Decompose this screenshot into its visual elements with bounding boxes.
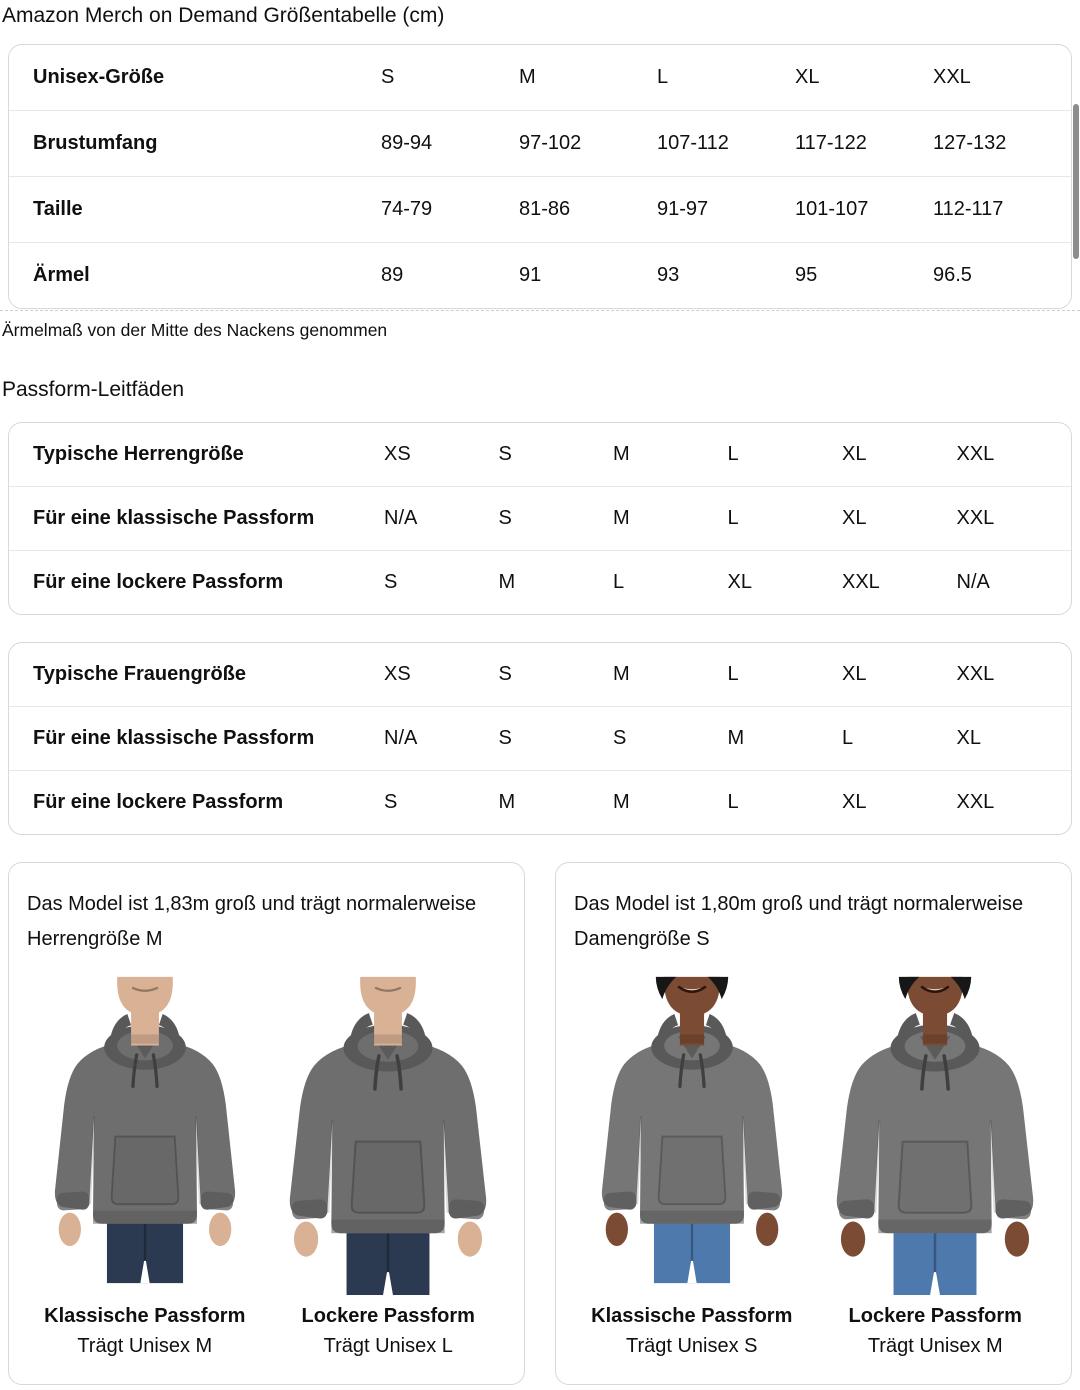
size-cell: M xyxy=(613,443,630,465)
model-photo xyxy=(819,965,1051,1295)
model-cards xyxy=(8,862,1072,1385)
size-cell: XL xyxy=(842,791,867,813)
table-row xyxy=(9,242,1071,308)
size-cell: 95 xyxy=(795,264,818,286)
size-cell: N/A xyxy=(384,727,418,749)
size-cell: 91 xyxy=(519,264,542,286)
row-label: Taille xyxy=(33,198,83,220)
size-cell: XXL xyxy=(956,663,995,685)
size-cell: 117-122 xyxy=(795,132,867,154)
size-cell: M xyxy=(613,791,630,813)
womens-fit-table xyxy=(8,642,1072,835)
size-cell: 93 xyxy=(657,264,680,286)
row-label: Typische Frauengröße xyxy=(33,663,247,685)
table-row xyxy=(9,110,1071,176)
size-cell: 81-86 xyxy=(519,198,571,220)
model-description: Das Model ist 1,80m groß und trägt normalerweise Damengröße S xyxy=(574,893,1024,950)
model-figure xyxy=(570,965,814,1358)
womens-model-card xyxy=(555,862,1072,1385)
size-cell: M xyxy=(498,571,516,593)
size-cell: XXL xyxy=(933,66,971,88)
size-cell: XXL xyxy=(842,571,880,593)
row-label: Für eine klassische Passform xyxy=(33,507,315,529)
table-row xyxy=(9,423,1071,486)
size-cell: 89-94 xyxy=(381,132,433,154)
size-cell: 97-102 xyxy=(519,132,582,154)
size-cell: 112-117 xyxy=(933,198,1004,220)
size-cell: S xyxy=(498,443,512,465)
size-cell: N/A xyxy=(384,507,418,529)
row-label: Ärmel xyxy=(33,264,90,286)
size-cell: M xyxy=(613,507,630,529)
size-cell: XS xyxy=(384,443,411,465)
vertical-scrollbar-thumb[interactable] xyxy=(1073,104,1079,259)
size-cell: S xyxy=(498,727,512,749)
mens-fit-table xyxy=(8,422,1072,615)
size-cell: 74-79 xyxy=(381,198,433,220)
row-label: Typische Herrengröße xyxy=(33,443,244,465)
row-label: Unisex-Größe xyxy=(33,66,165,88)
table-row xyxy=(9,550,1071,614)
model-photo xyxy=(272,965,504,1295)
size-cell: 91-97 xyxy=(657,198,709,220)
size-cell: L xyxy=(727,791,739,813)
table-row xyxy=(9,486,1071,550)
size-cell: S xyxy=(498,507,512,529)
size-cell: S xyxy=(381,66,395,88)
fit-label: Klassische Passform xyxy=(591,1305,793,1327)
size-cell: 96.5 xyxy=(933,264,972,286)
model-description: Das Model ist 1,83m groß und trägt normalerweise Herrengröße M xyxy=(27,893,477,950)
size-cell: S xyxy=(613,727,627,749)
size-cell: L xyxy=(657,66,669,88)
size-cell: M xyxy=(519,66,536,88)
unisex-size-table xyxy=(8,44,1072,309)
model-photo xyxy=(29,965,261,1295)
size-cell: L xyxy=(613,571,625,593)
size-cell: 89 xyxy=(381,264,404,286)
size-cell: S xyxy=(384,791,398,813)
table-row xyxy=(9,45,1071,110)
size-cell: XL xyxy=(842,443,867,465)
size-cell: S xyxy=(498,663,512,685)
table-row xyxy=(9,770,1071,834)
size-label: Trägt Unisex M xyxy=(77,1335,213,1357)
size-cell: M xyxy=(613,663,630,685)
fit-label: Lockere Passform xyxy=(301,1305,475,1327)
size-cell: L xyxy=(727,443,739,465)
size-label: Trägt Unisex L xyxy=(323,1335,453,1357)
size-cell: XS xyxy=(384,663,411,685)
fit-guides-heading: Passform-Leitfäden xyxy=(2,378,185,401)
size-cell: XL xyxy=(727,571,752,593)
size-label: Trägt Unisex M xyxy=(867,1335,1003,1357)
size-cell: L xyxy=(842,727,854,749)
size-cell: XL xyxy=(795,66,820,88)
size-cell: XL xyxy=(956,727,981,749)
size-cell: L xyxy=(727,663,739,685)
size-cell: M xyxy=(498,791,516,813)
page-title: Amazon Merch on Demand Größentabelle (cm) xyxy=(2,4,445,27)
fit-label: Klassische Passform xyxy=(44,1305,246,1327)
size-label: Trägt Unisex S xyxy=(625,1335,758,1357)
sleeve-measurement-note: Ärmelmaß von der Mitte des Nackens genommen xyxy=(2,320,388,340)
divider xyxy=(0,310,1080,311)
row-label: Für eine lockere Passform xyxy=(33,791,284,813)
size-cell: XL xyxy=(842,663,867,685)
size-cell: 107-112 xyxy=(657,132,729,154)
size-cell: S xyxy=(384,571,398,593)
row-label: Für eine klassische Passform xyxy=(33,727,315,749)
size-cell: L xyxy=(727,507,739,529)
size-cell: M xyxy=(727,727,745,749)
size-cell: 101-107 xyxy=(795,198,869,220)
model-figure xyxy=(23,965,267,1358)
size-cell: 127-132 xyxy=(933,132,1007,154)
row-label: Für eine lockere Passform xyxy=(33,571,284,593)
model-figure xyxy=(267,965,511,1358)
fit-label: Lockere Passform xyxy=(848,1305,1022,1327)
table-row xyxy=(9,176,1071,242)
size-cell: XXL xyxy=(956,443,995,465)
model-photo xyxy=(576,965,808,1295)
table-row xyxy=(9,643,1071,706)
size-cell: XXL xyxy=(956,507,995,529)
size-cell: XXL xyxy=(956,791,995,813)
table-row xyxy=(9,706,1071,770)
size-cell: N/A xyxy=(956,571,990,593)
model-figure xyxy=(814,965,1058,1358)
size-cell: XL xyxy=(842,507,867,529)
mens-model-card xyxy=(8,862,525,1385)
row-label: Brustumfang xyxy=(33,132,158,154)
